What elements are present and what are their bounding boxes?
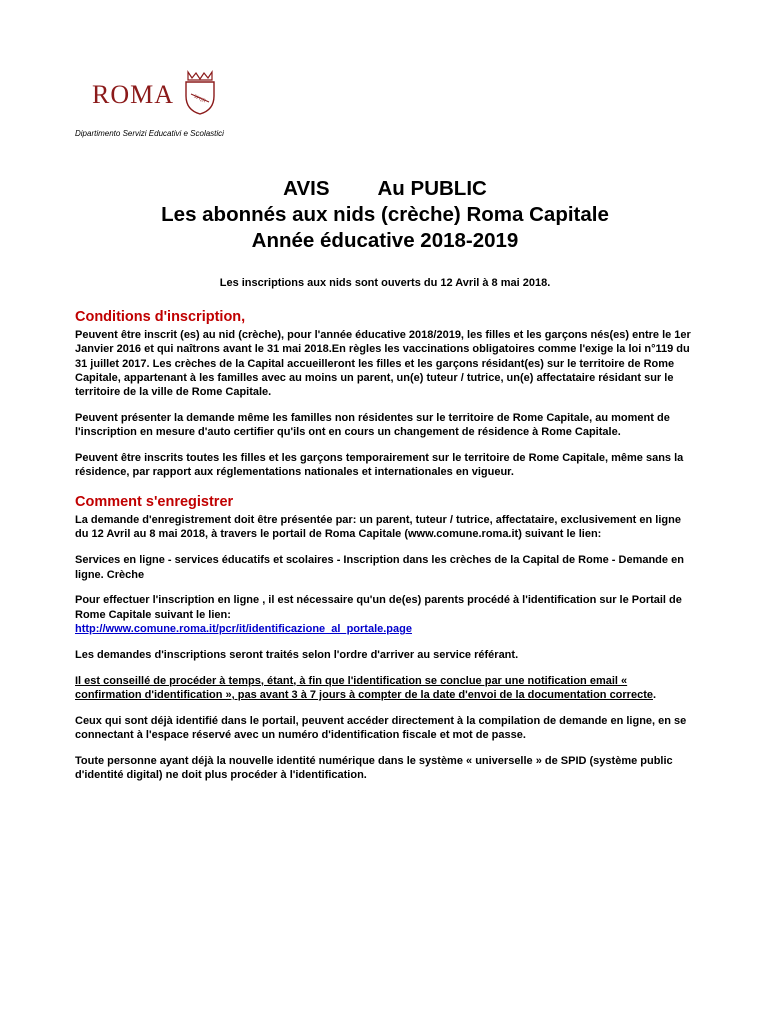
title-line-3: Année éducative 2018-2019 bbox=[251, 229, 519, 252]
document-title bbox=[0, 176, 770, 254]
paragraph: Toute personne ayant déjà la nouvelle identité numérique dans le système « universelle » de SPID (système public d'identité digital) ne doit plus procéder à l'identification. bbox=[75, 754, 673, 782]
paragraph: Peuvent présenter la demande même les familles non résidentes sur le territoire de Rome Capitale, au moment de l'inscription en mesure d'auto certifier qu'ils ont en cours un changement de résidence à Rome Capitale. bbox=[75, 411, 670, 439]
paragraph: Peuvent être inscrit (es) au nid (crèche), pour l'année éducative 2018/2019, les filles et les garçons nés(es) entre le 1er Janvier 2016 et qui naîtrons avant le 31 mai 2018.En règles les vaccinations obligatoires comme l'exige la loi n°119 du 31 juillet 2017. Les crèches de la Capital accueilleront les filles et les garçons résidant(es) sur le territoire de Rome Capitale, appartenant à les familles avec au moins un parent, un(e) tuteur / tutrice, un(e) affectataire résidant sur le territoire de la ville de Rome Capitale. bbox=[75, 329, 691, 399]
section-heading-register: Comment s'enregistrer bbox=[75, 494, 234, 511]
title-avis: AVIS bbox=[283, 177, 330, 200]
paragraph: Ceux qui sont déjà identifié dans le portail, peuvent accéder directement à la compilation de demande en ligne, en se connectant à l'espace réservé avec un numéro d'identification fiscale et mot de passe. bbox=[75, 714, 687, 741]
paragraph: Peuvent être inscrits toutes les filles et les garçons temporairement sur le territoire de Rome Capitale, même sans la résidence, par rapport aux réglementations nationales et internationales en vigueur. bbox=[75, 452, 684, 479]
underlined-notice: Il est conseillé de procéder à temps, étant, à fin que l'identification se conclue par une notification email « confirmation d'identification », pas avant 3 à 7 jours à compter de la date d'envoi de la documentation correcte bbox=[75, 674, 653, 701]
identification-link[interactable]: http://www.comune.roma.it/pcr/it/identificazione_al_portale.page bbox=[75, 622, 412, 635]
paragraph: La demande d'enregistrement doit être présentée par: un parent, tuteur / tutrice, affectataire, exclusivement en ligne du 12 Avril au 8 mai 2018, à travers le portail de Roma Capitale (www.comune.roma.it) suivant le lien: bbox=[75, 514, 681, 541]
department-name: Dipartimento Servizi Educativi e Scolastici bbox=[75, 129, 224, 138]
paragraph: Les demandes d'inscriptions seront traités selon l'ordre d'arriver au service référant. bbox=[75, 648, 519, 661]
paragraph-text: Pour effectuer l'inscription en ligne , il est nécessaire qu'un de(es) parents procédé à l'identification sur le Portail de Rome Capitale suivant le lien: bbox=[75, 594, 682, 621]
title-line-2: Les abonnés aux nids (crèche) Roma Capitale bbox=[161, 203, 609, 226]
paragraph bbox=[75, 593, 695, 636]
title-line-1 bbox=[0, 176, 770, 202]
title-au-public: Au PUBLIC bbox=[377, 177, 487, 200]
logo-text: ROMA bbox=[92, 80, 175, 109]
paragraph bbox=[75, 674, 695, 703]
svg-text:SPQR: SPQR bbox=[192, 94, 207, 105]
document-body bbox=[75, 306, 695, 794]
section-heading-conditions: Conditions d'inscription, bbox=[75, 309, 246, 325]
crest-icon bbox=[182, 70, 218, 121]
roma-logo bbox=[92, 70, 218, 121]
paragraph: Services en ligne - services éducatifs et scolaires - Inscription dans les crèches de la Capital de Rome - Demande en ligne. Crèche bbox=[75, 554, 684, 581]
period: . bbox=[652, 688, 657, 701]
registration-period: Les inscriptions aux nids sont ouverts du 12 Avril à 8 mai 2018. bbox=[219, 277, 551, 289]
